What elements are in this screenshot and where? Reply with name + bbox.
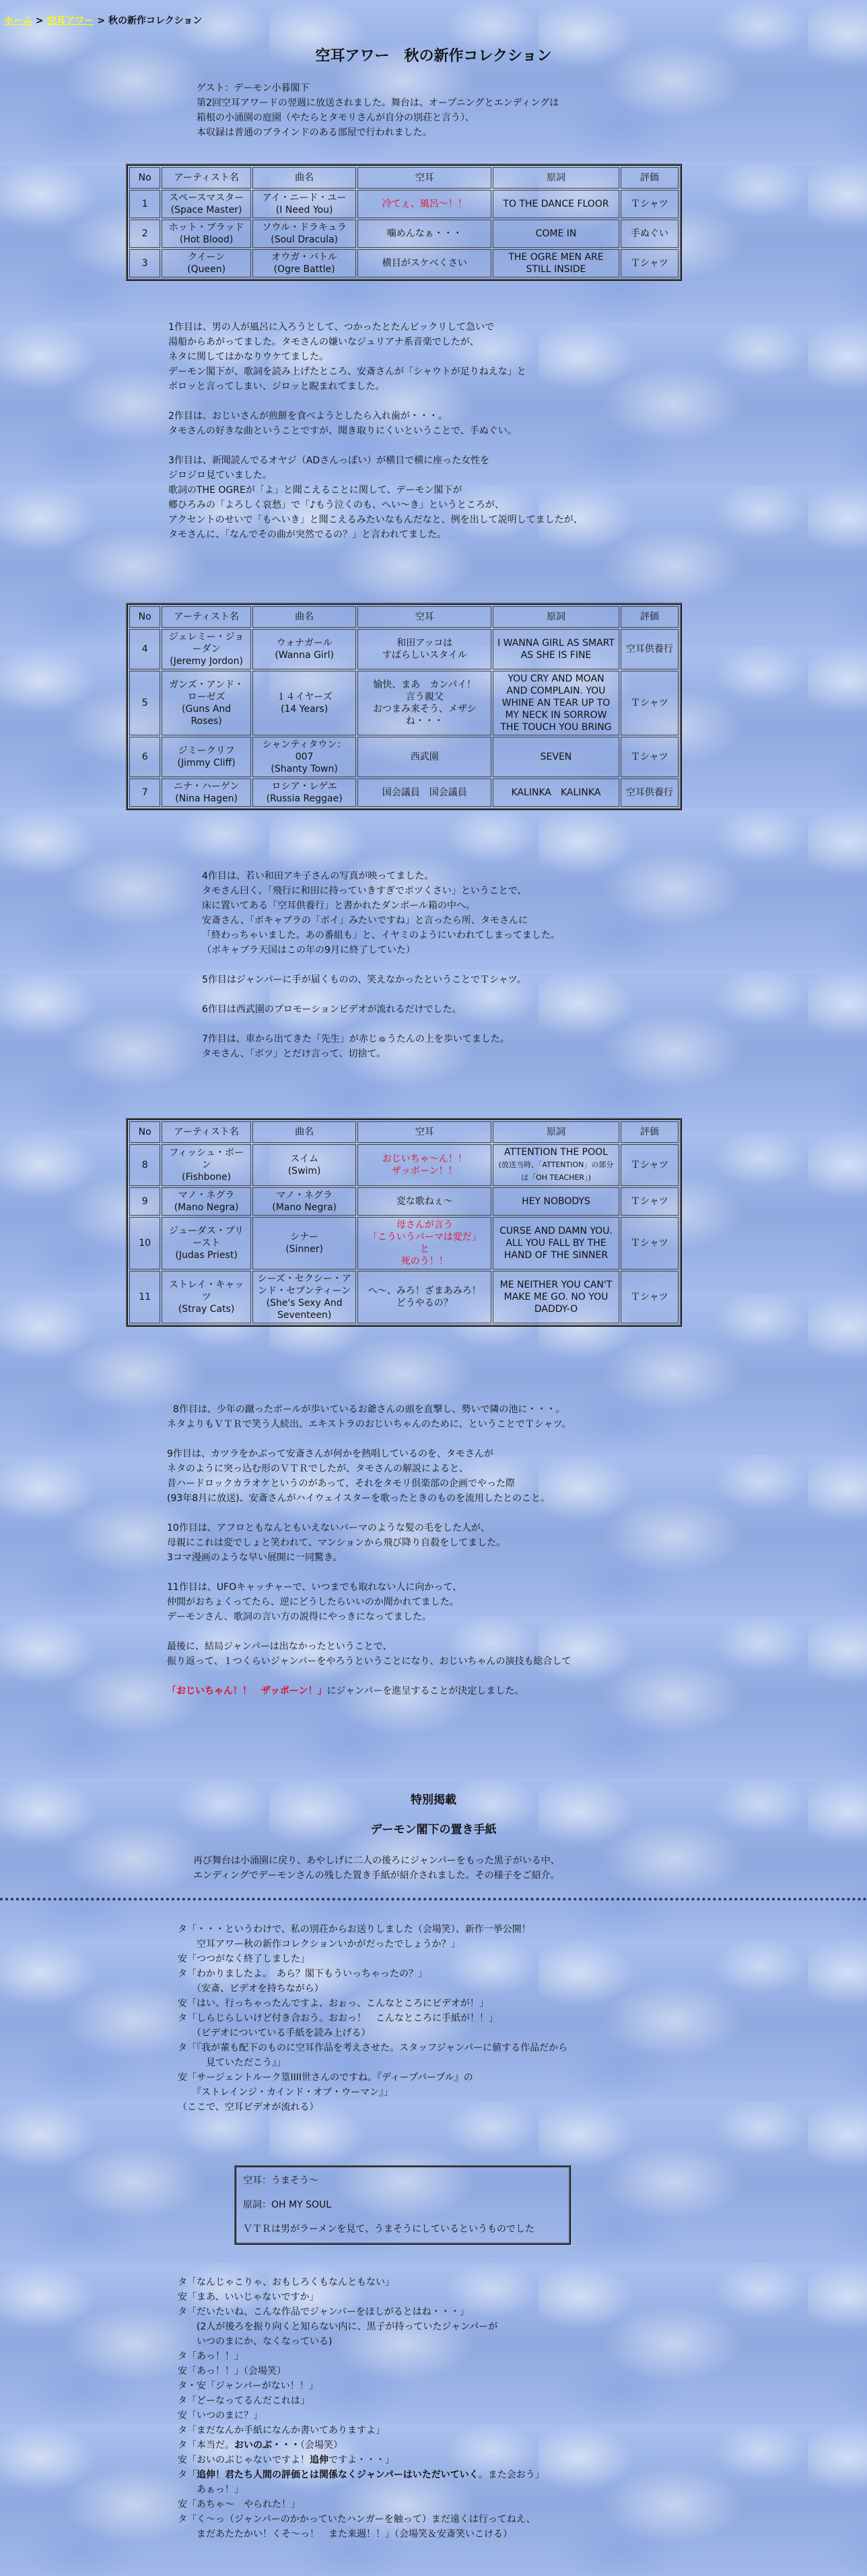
notes-block-3 xyxy=(167,1387,571,1698)
dialogue-line: タ「本当だ。おいのぶ・・・（会場笑） xyxy=(178,2440,343,2451)
song-title: １４イヤーズ (14 Years) xyxy=(252,671,357,735)
table-header-cell: 評価 xyxy=(621,606,679,628)
row-number: 7 xyxy=(129,779,160,807)
rating: Ｔシャツ xyxy=(621,1271,679,1323)
dialogue-line: タ・安「ジャンパーがない！！」 xyxy=(178,2381,318,2391)
song-title: アイ・ニード・ユー (I Need You) xyxy=(252,190,357,218)
table-row xyxy=(129,1271,679,1323)
table-header-cell: 原詞 xyxy=(493,167,619,189)
table-header-cell: 曲名 xyxy=(252,167,357,189)
table-row xyxy=(129,220,679,248)
table-header-cell: 曲名 xyxy=(252,606,357,628)
dialogue-line: タ「く〜っ（ジャンパーのかかっていたハンガーを触って）まだ遠くは行ってねえ、 xyxy=(178,2514,536,2525)
breadcrumb-separator: > xyxy=(97,15,106,26)
dotted-divider xyxy=(0,1898,867,1901)
soramimi-table-2 xyxy=(126,603,682,810)
song-title: シャンティタウン：007 (Shanty Town) xyxy=(252,737,357,777)
table-row xyxy=(129,1144,679,1186)
table-row xyxy=(129,190,679,218)
table-header-cell: 曲名 xyxy=(252,1121,357,1143)
song-title: オウガ・バトル (Ogre Battle) xyxy=(252,249,357,277)
row-number: 8 xyxy=(129,1144,160,1186)
row-number: 5 xyxy=(129,671,160,735)
breadcrumb-current: 秋の新作コレクション xyxy=(108,15,203,26)
jumper-winner-highlight: 「おじいちゃん！！ ザッボーン！」 xyxy=(167,1686,327,1696)
table-header-cell: 空耳 xyxy=(357,606,491,628)
row-number: 3 xyxy=(129,249,160,277)
table-header-cell: アーティスト名 xyxy=(162,167,250,189)
table-header-cell: No xyxy=(129,606,160,628)
special-intro-text: 再び舞台は小涌園に戻り、あやしげに二人の後ろにジャンパーをもった黒子がいる中、 エンディングでデーモンさんの残した置き手紙が紹介されました。その様子をご紹介。 xyxy=(193,1855,560,1881)
artist-name: ガンズ・アンド・ローゼズ (Guns And Roses) xyxy=(162,671,250,735)
soramimi-table-3 xyxy=(126,1118,682,1327)
table-row xyxy=(129,1187,679,1216)
soramimi-phrase: 母さんが言う 「こういうパーマは変だ」 と 死のう！！ xyxy=(357,1217,491,1269)
notes-block-2: 4作目は、若い和田アキ子さんの写真が映ってました。 タモさん曰く、「飛行に和田に持っていきすぎでボツくさい」ということで、 床に置いてある「空耳供養行」と書かれたダンボール箱の中へ。 安斎さん、「ボキャブラの「ボイ」みたいですね」と言ったら所、タモさんに 「終わっちゃいました。あの番組も」と、イヤミのようにいわれてしまってました。 （ボキャブラ天国はこの年の9月に終了していた） 5作目はジャンパーに手が届くものの、笑えなかったということでＴシャツ。 6作目は西武園のプロモーションビデオが流れるだけでした。 7作目は、車から出てきた「先生」が赤じゅうたんの上を歩いてました。 タモさん、「ボツ」とだけ言って、切捨て。 xyxy=(202,871,560,1059)
dialogue-line: 安「いつのまに？」 xyxy=(178,2410,263,2421)
song-title: マノ・ネグラ (Mano Negra) xyxy=(252,1187,357,1216)
original-lyric: ATTENTION THE POOL (放送当時、「ATTENTION」の部分は「OH TEACHER」) xyxy=(493,1144,619,1186)
table-header-row xyxy=(129,606,679,628)
artist-name: マノ・ネグラ (Mano Negra) xyxy=(162,1187,250,1216)
original-lyric: ME NEITHER YOU CAN'T MAKE ME GO. NO YOU DADDY-O xyxy=(493,1271,619,1323)
original-lyric: I WANNA GIRL AS SMART AS SHE IS FINE xyxy=(493,629,619,669)
soramimi-table-1 xyxy=(126,164,682,281)
dialogue-line: いつのまにか、なくなっている) xyxy=(178,2336,333,2347)
table-row xyxy=(129,737,679,777)
dialogue-line: タ「追伸！君たち人間の評価とは関係なくジャンパーはいただいていく。また会おう」 xyxy=(178,2470,545,2480)
table-header-cell: 空耳 xyxy=(357,167,491,189)
rating: Ｔシャツ xyxy=(621,1187,679,1216)
breadcrumb-separator: > xyxy=(35,15,44,26)
soramimi-phrase: おじいちゃ〜ん！！ ザッボーン！！ xyxy=(357,1144,491,1186)
dialogue-emphasis: 追伸 xyxy=(310,2455,328,2466)
song-title: シーズ・セクシー・アンド・セブンティーン (She's Sexy And Seventeen) xyxy=(252,1271,357,1323)
dialogue-block-1: タ「・・・というわけで、私の別荘からお送りしました（会場笑）、新作一挙公開！ 空耳アワー秋の新作コレクションいかがだったでしょうか？」 安「つつがなく終了しました」 タ「わかりましたよ。 あら？閣下もういっちゃったの？」 （安斎、ビデオを持ちながら） 安「はい、行っちゃったんですよ、おぉっ、こんなところにビデオが！」 タ「しらじらしいけど付き合おう。おおっ！ こんなところに手紙が！！」 （ビデオについている手紙を読み上げる） タ「『我が輩も配下のものに空耳作品を考えさせた。スタッフジャンパーに値する作品だから 見ていただこう』」 安「サージェントルーク篁IIII世さんのですね。『ディープパープル』の 『ストレインジ・カインド・オブ・ウーマン』」 （ここで、空耳ビデオが流れる） xyxy=(178,1924,568,2113)
song-title: スイム (Swim) xyxy=(252,1144,357,1186)
artist-name: スペースマスター (Space Master) xyxy=(162,190,250,218)
artist-name: フィッシュ・ボーン (Fishbone) xyxy=(162,1144,250,1186)
table-header-cell: 原詞 xyxy=(493,1121,619,1143)
dialogue-line: 安「おいのぶじゃないですよ！追伸ですよ・・・」 xyxy=(178,2455,394,2466)
dialogue-line: タ「なんじゃこりゃ、おもしろくもなんともない」 xyxy=(178,2277,394,2288)
table-row xyxy=(129,249,679,277)
breadcrumb-home-link[interactable]: ホーム xyxy=(4,15,32,26)
row-number: 1 xyxy=(129,190,160,218)
vtr-soramimi: 空耳：うまそう〜 xyxy=(243,2175,318,2186)
lyric-note: (放送当時、「ATTENTION」の部分は「OH TEACHER」) xyxy=(498,1160,614,1182)
original-lyric: TO THE DANCE FLOOR xyxy=(493,190,619,218)
row-number: 6 xyxy=(129,737,160,777)
rating: Ｔシャツ xyxy=(621,671,679,735)
table-header-cell: 評価 xyxy=(621,1121,679,1143)
dialogue-block-2 xyxy=(178,2275,545,2542)
artist-name: ストレイ・キャッツ (Stray Cats) xyxy=(162,1271,250,1323)
table-row xyxy=(129,779,679,807)
table-header-cell: 空耳 xyxy=(357,1121,491,1143)
vtr-description: ＶＴＲは男がラーメンを見て、うまそうにしているというものでした xyxy=(243,2224,535,2235)
rating: 空耳供養行 xyxy=(621,629,679,669)
artist-name: ジューダス・プリースト (Judas Priest) xyxy=(162,1217,250,1269)
soramimi-phrase: 横目がスケベくさい xyxy=(357,249,491,277)
soramimi-phrase: 変な歌ねぇ〜 xyxy=(357,1187,491,1216)
table-header-cell: No xyxy=(129,1121,160,1143)
soramimi-phrase: 愉快、まあ カンパイ！ 言う親父 おつまみ来そう、メザシね・・・ xyxy=(357,671,491,735)
vtr-lyric: 原詞：OH MY SOUL xyxy=(243,2200,332,2210)
row-number: 11 xyxy=(129,1271,160,1323)
table-row xyxy=(129,671,679,735)
table-header-cell: 評価 xyxy=(621,167,679,189)
rating: 空耳供養行 xyxy=(621,779,679,807)
song-title: ウォナガール (Wanna Girl) xyxy=(252,629,357,669)
song-title: シナー (Sinner) xyxy=(252,1217,357,1269)
artist-name: ニナ・ハーゲン (Nina Hagen) xyxy=(162,779,250,807)
dialogue-line: まだあたたかい！くそ〜っ！ また来週！！」（会場笑＆安斎笑いこける） xyxy=(178,2529,512,2540)
table-header-cell: 原詞 xyxy=(493,606,619,628)
dialogue-line: 安「あっ！！」（会場笑） xyxy=(178,2366,286,2377)
table-header-cell: No xyxy=(129,167,160,189)
special-section-subtitle: デーモン閣下の置き手紙 xyxy=(370,1823,497,1837)
soramimi-phrase: 和田アッコは すばらしいスタイル xyxy=(357,629,491,669)
rating: 手ぬぐい xyxy=(621,220,679,248)
table-header-row xyxy=(129,1121,679,1143)
original-lyric: HEY NOBODYS xyxy=(493,1187,619,1216)
artist-name: ホット・ブラッド (Hot Blood) xyxy=(162,220,250,248)
dialogue-emphasis: 追伸！君たち人間の評価とは関係なくジャンパーはいただいていく xyxy=(197,2470,479,2480)
table-header-cell: アーティスト名 xyxy=(162,606,250,628)
notes-block-3-text: 8作目は、少年の蹴ったボールが歩いているお爺さんの頭を直撃し、勢いで隣の池に・・・。 ネタよりもＶＴＲで笑う人続出、エキストラのおじいちゃんのために、ということでＴシャツ。 9作目は、カツラをかぶって安斎さんが何かを熱唱しているのを、タモさんが ネタのように突っ込む形のＶＴＲでしたが、タモさんの解説によると、 昔ハードロックカラオケというのがあって、それをタモリ倶楽部の企画でやった際 (93年8月に放送)、安斎さんがハイウェイスターを歌ったときのものを流用したとのこと。 10作目は、アフロともなんともいえないパーマのような髪の毛をした人が、 母親にこれは変でしょと笑われて、マンションから飛び降り自殺をしてました。 3コマ漫画のような早い展開に一同驚き。 11作目は、UFOキャッチャーで、いつまでも取れない人に向かって、 仲間がおちょくってたら、逆にどうしたらいいのか聞かれてました。 デーモンさん、歌詞の言い方の説得にやっきになってました。 最後に、結局ジャンパーは出なかったということで、 振り返って、１つくらいジャンパーをやろうということになり、おじいちゃんの演技も総合して xyxy=(167,1404,571,1667)
dialogue-line: あぁっ！」 xyxy=(178,2484,244,2495)
special-section-title: 特別掲載 xyxy=(411,1793,456,1807)
dialogue-line: (2人が後ろを振り向くと知らない内に、黒子が持っていたジャンパーが xyxy=(178,2321,498,2332)
original-lyric: SEVEN xyxy=(493,737,619,777)
row-number: 2 xyxy=(129,220,160,248)
soramimi-phrase: へ〜、みろ！ざまあみろ！ どうやるの？ xyxy=(357,1271,491,1323)
soramimi-phrase: 国会議員 国会議員 xyxy=(357,779,491,807)
artist-name: ジェレミー・ジョーダン (Jeremy Jordon) xyxy=(162,629,250,669)
rating: Ｔシャツ xyxy=(621,249,679,277)
table-header-cell: アーティスト名 xyxy=(162,1121,250,1143)
dialogue-emphasis: おいのぶ・・・ xyxy=(234,2440,300,2451)
artist-name: クイーン (Queen) xyxy=(162,249,250,277)
page-title: 空耳アワー 秋の新作コレクション xyxy=(315,48,552,65)
row-number: 9 xyxy=(129,1187,160,1216)
dialogue-line: 安「まあ、いいじゃないですか」 xyxy=(178,2292,319,2303)
table-header-row xyxy=(129,167,679,189)
rating: Ｔシャツ xyxy=(621,737,679,777)
table-row xyxy=(129,629,679,669)
table-row xyxy=(129,1217,679,1269)
notes-block-1: 1作目は、男の人が風呂に入ろうとして、つかったとたんビックリして急いで 湯船からあがってました。タモさんの嫌いなジュリアナ系音楽でしたが、 ネタに関してはかなりウケてました。 デーモン閣下が、歌詞を読み上げたところ、安斎さんが「シャウトが足りねえな」と ボロッと言ってしまい、ジロッと睨まれてました。 2作目は、おじいさんが煎餅を食べようとしたら入れ歯が・・・。 タモさんの好きな曲ということですが、聞き取りにくいということで、手ぬぐい。 3作目は、新聞読んでるオヤジ（ADさんっぽい）が横目で横に座った女性を ジロジロ見ていました。 歌詞のTHE OGREが「よ」と聞こえることに関して、デーモン閣下が 郷ひろみの「よろしく哀愁」で「♪もう泣くのも、へい〜き」というところが、 アクセントのせいで「もへいき」と聞こえるみたいなもんだなと、例を出して説明してましたが、 タモさんに、「なんでその曲が突然でるの？」と言われてました。 xyxy=(168,322,583,540)
notes-block-3-end: にジャンパーを進呈することが決定しました。 xyxy=(326,1686,524,1696)
dialogue-line: タ「まだなんか手紙になんか書いてありますよ」 xyxy=(178,2425,385,2436)
vtr-info-box xyxy=(234,2165,571,2245)
rating: Ｔシャツ xyxy=(621,1217,679,1269)
rating: Ｔシャツ xyxy=(621,1144,679,1186)
breadcrumb-section-link[interactable]: 空耳アワー xyxy=(46,15,94,26)
artist-name: ジミークリフ (Jimmy Cliff) xyxy=(162,737,250,777)
intro-text: ゲスト：デーモン小暮閣下 第2回空耳アワードの翌週に放送されました。舞台は、オープニングとエンディングは 箱根の小涌園の庭園（やたらとタモリさんが自分の別荘と言う）、 本収録は普通のブラインドのある部屋で行われました。 xyxy=(197,83,559,138)
dialogue-line: 安「あちゃ〜 やられた！」 xyxy=(178,2499,300,2510)
soramimi-phrase: 西武園 xyxy=(357,737,491,777)
dialogue-line: タ「どーなってるんだこれは」 xyxy=(178,2396,310,2406)
original-lyric: YOU CRY AND MOAN AND COMPLAIN. YOU WHINE AN TEAR UP TO MY NECK IN SORROW THE TOUCH YOU BRING xyxy=(493,671,619,735)
original-lyric: COME IN xyxy=(493,220,619,248)
row-number: 10 xyxy=(129,1217,160,1269)
rating: Ｔシャツ xyxy=(621,190,679,218)
original-lyric: KALINKA KALINKA xyxy=(493,779,619,807)
dialogue-line: タ「あっ！！」 xyxy=(178,2351,244,2362)
soramimi-phrase: 冷てぇ、風呂〜！！ xyxy=(357,190,491,218)
dialogue-line: タ「だいたいね、こんな作品でジャンパーをほしがるとはね・・・」 xyxy=(178,2307,469,2317)
original-lyric: CURSE AND DAMN YOU. ALL YOU FALL BY THE HAND OF THE SINNER xyxy=(493,1217,619,1269)
row-number: 4 xyxy=(129,629,160,669)
soramimi-phrase: 噛めんなぁ・・・ xyxy=(357,220,491,248)
breadcrumb xyxy=(4,13,202,27)
song-title: ソウル・ドラキュラ (Soul Dracula) xyxy=(252,220,357,248)
song-title: ロシア・レゲエ (Russia Reggae) xyxy=(252,779,357,807)
original-lyric: THE OGRE MEN ARE STILL INSIDE xyxy=(493,249,619,277)
